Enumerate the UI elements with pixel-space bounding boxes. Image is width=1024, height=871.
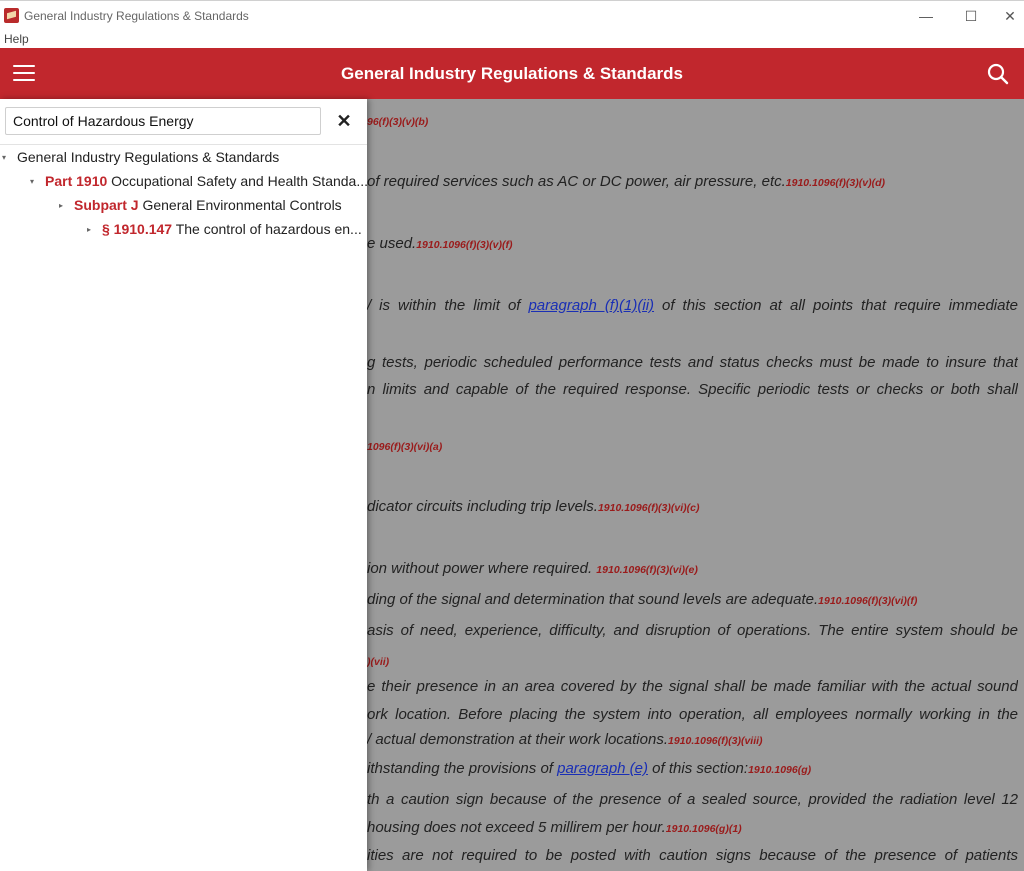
citation-ref: )(vii) [367, 656, 390, 668]
content-line [367, 112, 1018, 129]
menu-help[interactable]: Help [4, 32, 29, 46]
content-line: ithstanding the provisions of paragraph (e) of this section:1910.1096(g) [367, 760, 812, 777]
content-line: th a caution sign because of the presence of a sealed source, provided the radiation level 12 [367, 791, 1018, 808]
app-header [0, 48, 1024, 99]
citation-ref: 1910.1096(g) [748, 764, 812, 776]
menu-bar [0, 30, 1024, 48]
content-line: ion without power where required. 1910.1096(f)(3)(vi)(e) [367, 560, 698, 577]
content-line: e their presence in an area covered by the signal shall be made familiar with the actual sound [367, 678, 1018, 695]
maximize-button[interactable]: ☐ [964, 8, 978, 24]
citation-ref: 1910.1096(f)(3)(viii) [667, 735, 763, 747]
paragraph-link[interactable]: paragraph (e) [557, 760, 649, 777]
content-line: / is within the limit of paragraph (f)(1)(ii) of this section at all points that require immediate [367, 297, 1018, 314]
paragraph-link[interactable]: paragraph (f)(1)(ii) [528, 297, 655, 314]
content-line: ities are not required to be posted with caution signs because of the presence of patients [367, 847, 1018, 864]
app-icon [4, 8, 19, 23]
expand-icon[interactable]: ▾ [30, 177, 35, 186]
search-input[interactable] [5, 107, 321, 135]
content-line: housing does not exceed 5 millirem per hour.1910.1096(g)(1) [367, 819, 742, 836]
content-line: / actual demonstration at their work locations.1910.1096(f)(3)(viii) [367, 731, 763, 748]
citation-ref: 1910.1096(f)(3)(v)(d) [785, 177, 885, 189]
content-line: ding of the signal and determination that sound levels are adequate.1910.1096(f)(3)(vi)(f) [367, 591, 918, 608]
citation-ref: 96(f)(3)(v)(b) [367, 116, 429, 128]
citation-ref: 1910.1096(g)(1) [665, 823, 742, 835]
content-line: e used.1910.1096(f)(3)(v)(f) [367, 235, 513, 252]
content-line: asis of need, experience, difficulty, and disruption of operations. The entire system should be [367, 622, 1018, 639]
navigation-drawer: Control of Hazardous Energy ✕ ▾ General Industry Regulations & Standards ▾ Part 1910 Occupational Safety and Health Standa... ▸ Subpart J General Environmental Controls ▸ § 1910.147 The control of hazardous en... [0, 99, 367, 871]
app-title: General Industry Regulations & Standards [341, 64, 683, 83]
window-titlebar [0, 0, 1024, 30]
close-button[interactable]: ✕ [1004, 8, 1016, 24]
content-line: g tests, periodic scheduled performance tests and status checks must be made to insure that [367, 354, 1018, 371]
content-line: ork location. Before placing the system into operation, all employees normally working in the [367, 706, 1018, 723]
content-line [367, 437, 1018, 454]
clear-search-button[interactable]: ✕ [336, 111, 352, 131]
content-line: dicator circuits including trip levels.1910.1096(f)(3)(vi)(c) [367, 498, 700, 515]
citation-ref: 1910.1096(f)(3)(vi)(f) [818, 595, 918, 607]
search-icon[interactable] [986, 62, 1010, 86]
citation-ref: 1096(f)(3)(vi)(a) [367, 441, 443, 453]
expand-icon[interactable]: ▸ [87, 225, 92, 234]
content-line: n limits and capable of the required response. Specific periodic tests or checks or both shall [367, 381, 1018, 398]
expand-icon[interactable]: ▾ [2, 153, 7, 162]
content-line: of required services such as AC or DC power, air pressure, etc.1910.1096(f)(3)(v)(d) [367, 173, 885, 190]
expand-icon[interactable]: ▸ [59, 201, 64, 210]
divider [0, 144, 367, 145]
citation-ref: 1910.1096(f)(3)(vi)(c) [597, 502, 700, 514]
window-title: General Industry Regulations & Standards [24, 9, 249, 23]
citation-ref: 1910.1096(f)(3)(vi)(e) [596, 564, 698, 576]
content-line [367, 652, 1018, 669]
citation-ref: 1910.1096(f)(3)(v)(f) [416, 239, 513, 251]
minimize-button[interactable]: — [919, 8, 933, 24]
